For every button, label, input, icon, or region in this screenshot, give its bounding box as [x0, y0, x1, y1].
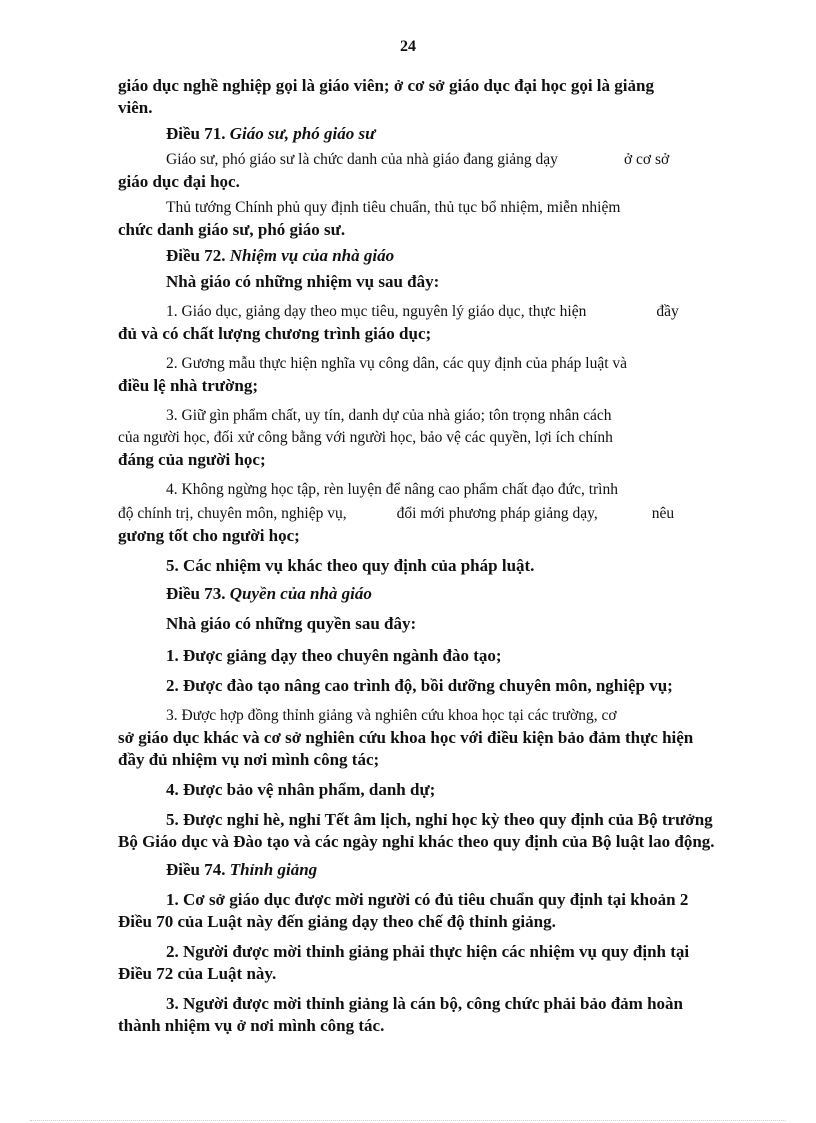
text-line: 4. Không ngừng học tập, rèn luyện để nâng cao phẩm chất đạo đức, trình	[166, 481, 618, 498]
article-label: Điều 74.	[166, 860, 226, 879]
text-line: 2. Được đào tạo nâng cao trình độ, bồi dưỡng chuyên môn, nghiệp vụ;	[166, 676, 673, 695]
text-line: giáo dục nghề nghiệp gọi là giáo viên; ở cơ sở giáo dục đại học gọi là giảng	[118, 76, 654, 95]
text-line: của người học, đối xử công bằng với người học, bảo vệ các quyền, lợi ích chính	[118, 429, 613, 446]
page-bottom-divider	[30, 1120, 786, 1121]
text-line: đáng của người học;	[118, 450, 266, 469]
text-line: viên.	[118, 98, 153, 117]
text-line: 1. Cơ sở giáo dục được mời người có đủ tiêu chuẩn quy định tại khoản 2	[166, 890, 689, 909]
text-span: ở cơ sở	[623, 151, 670, 168]
text-span: Giáo sư, phó giáo sư là chức danh của nhà giáo đang giảng dạy	[166, 151, 558, 168]
text-line: Thủ tướng Chính phủ quy định tiêu chuẩn, thủ tục bổ nhiệm, miễn nhiệm	[166, 199, 621, 216]
text-line: sở giáo dục khác và cơ sở nghiên cứu khoa học với điều kiện bảo đảm thực hiện	[118, 728, 694, 747]
text-line: 2. Gương mẫu thực hiện nghĩa vụ công dân, các quy định của pháp luật và	[166, 355, 628, 372]
text-line: đủ và có chất lượng chương trình giáo dục;	[118, 324, 432, 343]
text-line: 3. Người được mời thỉnh giảng là cán bộ, công chức phải bảo đảm hoàn	[166, 994, 683, 1013]
text-line: Nhà giáo có những quyền sau đây:	[166, 614, 417, 633]
page-number: 24	[400, 38, 416, 55]
text-span: nêu	[651, 505, 675, 522]
text-line: 5. Được nghỉ hè, nghỉ Tết âm lịch, nghỉ học kỳ theo quy định của Bộ trưởng	[166, 810, 713, 829]
text-line: đầy đủ nhiệm vụ nơi mình công tác;	[118, 750, 380, 769]
article-title: Nhiệm vụ của nhà giáo	[229, 246, 395, 265]
text-line: 3. Được hợp đồng thỉnh giảng và nghiên cứu khoa học tại các trường, cơ	[166, 707, 617, 724]
article-74-heading	[166, 860, 317, 880]
text-line: giáo dục đại học.	[118, 172, 240, 191]
text-span: đổi mới phương pháp giảng dạy,	[396, 505, 598, 522]
text-line: 1. Được giảng dạy theo chuyên ngành đào tạo;	[166, 646, 502, 665]
text-line: gương tốt cho người học;	[118, 526, 300, 545]
text-line: 4. Được bảo vệ nhân phẩm, danh dự;	[166, 780, 436, 799]
article-label: Điều 72.	[166, 246, 226, 265]
text-line: Điều 72 của Luật này.	[118, 964, 277, 983]
text-span: độ chính trị, chuyên môn, nghiệp vụ,	[118, 505, 347, 522]
text-line	[166, 302, 679, 322]
text-line: 5. Các nhiệm vụ khác theo quy định của pháp luật.	[166, 556, 535, 575]
text-line: chức danh giáo sư, phó giáo sư.	[118, 220, 346, 239]
text-line: 2. Người được mời thỉnh giảng phải thực hiện các nhiệm vụ quy định tại	[166, 942, 690, 961]
text-line: 3. Giữ gìn phẩm chất, uy tín, danh dự của nhà giáo; tôn trọng nhân cách	[166, 407, 612, 424]
text-span: đầy	[656, 303, 679, 320]
article-73-heading	[166, 584, 372, 604]
text-line: Nhà giáo có những nhiệm vụ sau đây:	[166, 272, 440, 291]
text-line	[118, 504, 674, 524]
text-line: Điều 70 của Luật này đến giảng dạy theo chế độ thỉnh giảng.	[118, 912, 556, 931]
text-line: thành nhiệm vụ ở nơi mình công tác.	[118, 1016, 385, 1035]
article-title: Giáo sư, phó giáo sư	[229, 124, 376, 143]
article-title: Quyền của nhà giáo	[229, 584, 372, 603]
text-line: điều lệ nhà trường;	[118, 376, 259, 395]
article-label: Điều 73.	[166, 584, 226, 603]
article-71-heading	[166, 124, 375, 144]
text-span: 1. Giáo dục, giảng dạy theo mục tiêu, nguyên lý giáo dục, thực hiện	[166, 303, 587, 320]
text-line	[166, 150, 669, 170]
article-72-heading	[166, 246, 394, 266]
article-label: Điều 71.	[166, 124, 226, 143]
article-title: Thỉnh giảng	[229, 860, 318, 879]
text-line: Bộ Giáo dục và Đào tạo và các ngày nghỉ khác theo quy định của Bộ luật lao động.	[118, 832, 715, 851]
